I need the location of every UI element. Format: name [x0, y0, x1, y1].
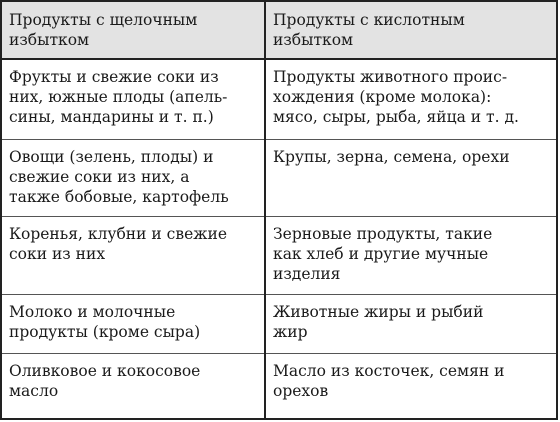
cell-acidic	[265, 139, 557, 216]
cell-text: Коренья, клубни и свежие соки из них	[9, 224, 227, 263]
cell-acidic	[265, 216, 557, 294]
table-row	[1, 59, 557, 139]
cell-alkaline	[1, 139, 265, 216]
cell-alkaline	[1, 216, 265, 294]
cell-text: Оливковое и кокосовое масло	[9, 361, 201, 400]
header-alkaline-label: Продукты с щелочным избытком	[9, 11, 198, 49]
cell-text: Продукты животного проис- хождения (кроме молока): мясо, сыры, рыба, яйца и т. д.	[273, 68, 519, 126]
cell-text: Масло из косточек, семян и орехов	[273, 361, 505, 400]
table-row	[1, 216, 557, 294]
table-header-row	[1, 1, 557, 59]
cell-text: Фрукты и свежие соки из них, южные плоды (апель- сины, мандарины и т. п.)	[9, 68, 228, 126]
header-alkaline	[1, 1, 265, 59]
cell-text: Зерновые продукты, такие как хлеб и другие мучные изделия	[273, 224, 493, 283]
table-row	[1, 294, 557, 353]
header-acidic	[265, 1, 557, 59]
table-row	[1, 353, 557, 419]
cell-acidic	[265, 59, 557, 139]
cell-alkaline	[1, 353, 265, 419]
cell-text: Животные жиры и рыбий жир	[273, 302, 484, 341]
header-acidic-label: Продукты с кислотным избытком	[273, 11, 465, 49]
cell-alkaline	[1, 59, 265, 139]
table-row	[1, 139, 557, 216]
cell-acidic	[265, 294, 557, 353]
cell-text: Крупы, зерна, семена, орехи	[273, 147, 510, 166]
cell-text: Овощи (зелень, плоды) и свежие соки из них, а также бобовые, картофель	[9, 147, 229, 206]
cell-alkaline	[1, 294, 265, 353]
cell-text: Молоко и молочные продукты (кроме сыра)	[9, 302, 201, 341]
cell-acidic	[265, 353, 557, 419]
